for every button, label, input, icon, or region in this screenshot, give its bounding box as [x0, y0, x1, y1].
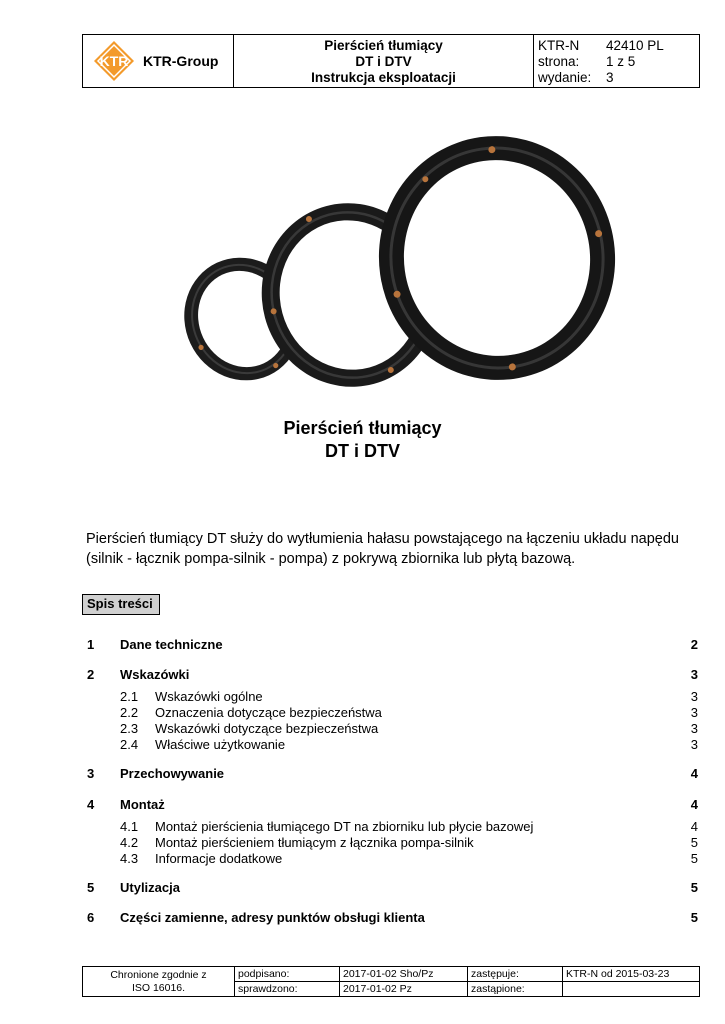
intro-paragraph: Pierścień tłumiący DT służy do wytłumienia hałasu powstającego na łączeniu układu napędu (silnik - łącznik pompa-silnik - pompa) z pokrywą zbiornika lub płytą bazową.: [86, 531, 679, 567]
toc-entry-title: Wskazówki: [120, 667, 190, 682]
toc-entry-num: 2.4: [120, 737, 139, 752]
header-meta: [534, 35, 699, 87]
toc-entry-num: 2.2: [120, 705, 139, 720]
toc-entry-page: 4: [690, 797, 698, 812]
meta-key: strona:: [538, 54, 580, 69]
replaces-value: KTR-N od 2015-03-23: [563, 967, 699, 982]
toc-entry-num: 4: [87, 797, 95, 812]
toc-entry-title: Montaż: [120, 797, 165, 812]
meta-key: KTR-N: [538, 38, 580, 53]
replaced-value: [563, 982, 699, 996]
meta-value: 1 z 5: [606, 54, 636, 69]
toc-entry-page: 5: [690, 851, 698, 866]
toc-entry-title: Przechowywanie: [120, 766, 225, 781]
toc-entry-num: 4.3: [120, 851, 139, 866]
footer-values-1: [340, 967, 468, 996]
replaced-label: zastąpione:: [471, 982, 525, 995]
replaces-label: zastępuje:: [468, 967, 562, 982]
company-name: KTR-Group: [143, 53, 219, 69]
toc-entry-title: Właściwe użytkowanie: [155, 737, 286, 752]
logo-cell: [83, 35, 234, 87]
iso-note-line-2: ISO 16016.: [131, 982, 186, 994]
toc-entry-num: 4.1: [120, 819, 139, 834]
toc-entry-page: 5: [690, 835, 698, 850]
toc-heading: Spis treści: [82, 594, 160, 615]
meta-value: 42410 PL: [606, 38, 664, 53]
meta-row-doc: [538, 38, 699, 54]
header-title-line-3: Instrukcja eksploatacji: [311, 70, 456, 85]
toc-entry-page: 3: [690, 667, 698, 682]
toc-entry-num: 6: [87, 910, 95, 925]
toc-entry-page: 3: [690, 737, 698, 752]
toc-entry-num: 4.2: [120, 835, 139, 850]
toc-entry-page: 5: [690, 880, 698, 895]
logo-text: KTR: [99, 53, 129, 69]
meta-row-edition: [538, 70, 699, 86]
toc-entry-title: Wskazówki dotyczące bezpieczeństwa: [155, 721, 379, 736]
checked-value: 2017-01-02 Pz: [343, 982, 412, 995]
toc-entry-title: Montaż pierścienia tłumiącego DT na zbiorniku lub płycie bazowej: [155, 819, 534, 834]
toc-entry-title: Wskazówki ogólne: [155, 689, 263, 704]
toc-entry-num: 3: [87, 766, 95, 781]
toc-entry-title: Montaż pierścieniem tłumiącym z łącznika pompa-silnik: [155, 835, 474, 850]
toc-entry-num: 5: [87, 880, 95, 895]
toc-entry-num: 1: [87, 637, 95, 652]
meta-value: 3: [606, 70, 614, 85]
toc-entry-title: Utylizacja: [120, 880, 180, 895]
main-title-line-2: DT i DTV: [325, 441, 400, 461]
toc-entry-page: 3: [690, 689, 698, 704]
toc-entry-num: 2.3: [120, 721, 139, 736]
toc-entry-page: 3: [690, 705, 698, 720]
toc-entry-page: 3: [690, 721, 698, 736]
toc-entry-title: Informacje dodatkowe: [155, 851, 283, 866]
iso-note: [83, 967, 235, 996]
document-header: [82, 34, 700, 88]
document-footer: [82, 966, 700, 997]
toc-entry-page: 5: [690, 910, 698, 925]
iso-note-line-1: Chronione zgodnie z: [110, 969, 207, 981]
toc-entry-title: Oznaczenia dotyczące bezpieczeństwa: [155, 705, 382, 720]
header-title-line-1: Pierścień tłumiący: [324, 38, 443, 53]
toc-entry-title: Części zamienne, adresy punktów obsługi klienta: [120, 910, 425, 925]
footer-labels-1: [235, 967, 340, 996]
checked-label: sprawdzono:: [238, 982, 298, 995]
header-title-line-2: DT i DTV: [355, 54, 412, 69]
header-title: [234, 35, 534, 87]
meta-key: wydanie:: [538, 70, 592, 85]
signed-label: podpisano:: [235, 967, 339, 982]
toc-entry-page: 2: [690, 637, 698, 652]
meta-row-page: [538, 54, 699, 70]
toc-entry-num: 2.1: [120, 689, 139, 704]
toc-entry-page: 4: [690, 819, 698, 834]
toc-entry-num: 2: [87, 667, 95, 682]
footer-labels-2: [468, 967, 563, 996]
signed-value: 2017-01-02 Sho/Pz: [340, 967, 467, 982]
product-photo: [180, 132, 620, 392]
main-title-line-1: Pierścień tłumiący: [283, 418, 442, 438]
footer-values-2: [563, 967, 699, 996]
ktr-logo: [93, 40, 135, 82]
toc-entry-page: 4: [690, 766, 698, 781]
toc-entry-title: Dane techniczne: [120, 637, 223, 652]
